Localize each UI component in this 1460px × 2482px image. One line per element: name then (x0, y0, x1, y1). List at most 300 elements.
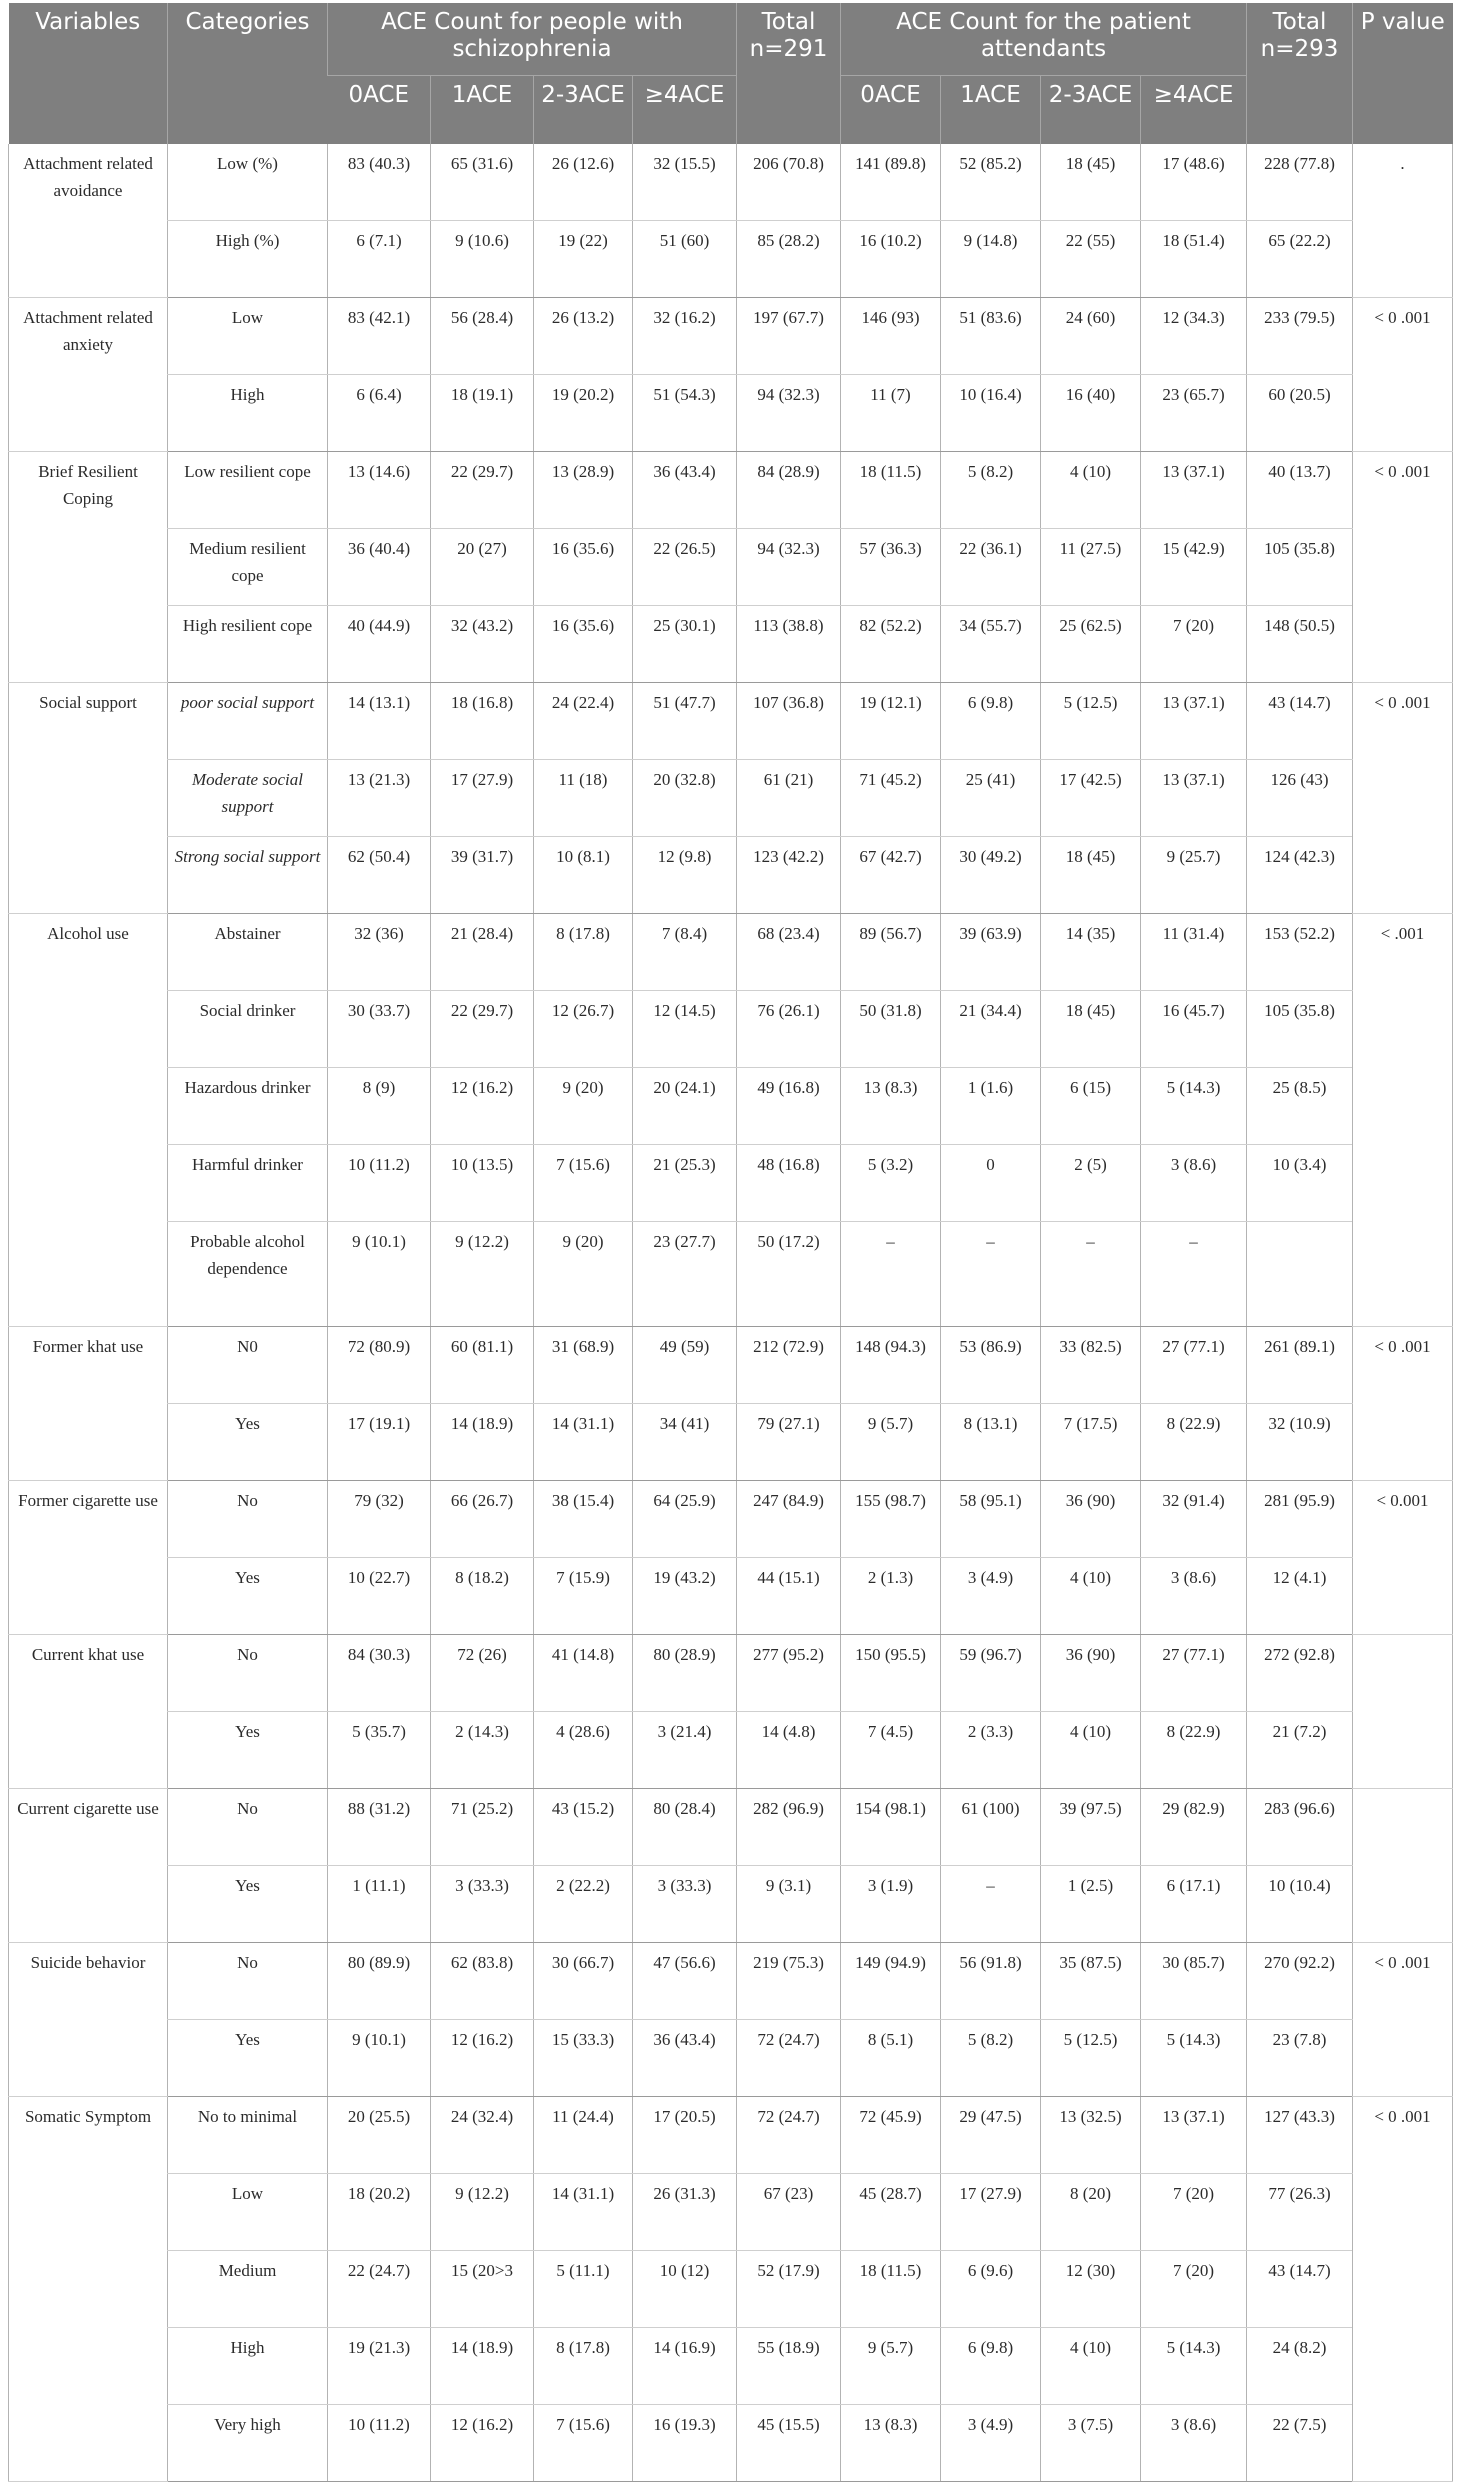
sub-header-1ace: 1ACE (431, 76, 534, 145)
value-cell: 17 (19.1) (328, 1404, 431, 1481)
value-cell: 53 (86.9) (941, 1327, 1041, 1404)
value-cell: 80 (89.9) (328, 1943, 431, 2020)
value-cell: 4 (10) (1041, 452, 1141, 529)
value-cell: 11 (31.4) (1141, 914, 1247, 991)
table-row (9, 2020, 1453, 2097)
value-cell: 15 (20>3 (431, 2251, 534, 2328)
value-cell: 31 (68.9) (534, 1327, 633, 1404)
value-cell: 19 (22) (534, 221, 633, 298)
value-cell: 51 (54.3) (633, 375, 737, 452)
value-cell: 17 (42.5) (1041, 760, 1141, 837)
value-cell: 29 (47.5) (941, 2097, 1041, 2174)
value-cell: 24 (60) (1041, 298, 1141, 375)
total-cell: 127 (43.3) (1247, 2097, 1353, 2174)
category-cell: Moderate social support (168, 760, 328, 837)
table-row (9, 375, 1453, 452)
value-cell: 67 (42.7) (841, 837, 941, 914)
value-cell: 16 (35.6) (534, 606, 633, 683)
value-cell: 6 (17.1) (1141, 1866, 1247, 1943)
total-cell: 113 (38.8) (737, 606, 841, 683)
value-cell: 12 (16.2) (431, 2020, 534, 2097)
total-cell: 72 (24.7) (737, 2020, 841, 2097)
value-cell: 72 (80.9) (328, 1327, 431, 1404)
value-cell: 149 (94.9) (841, 1943, 941, 2020)
total-cell: 124 (42.3) (1247, 837, 1353, 914)
value-cell: 24 (22.4) (534, 683, 633, 760)
value-cell: 21 (25.3) (633, 1145, 737, 1222)
category-cell: High resilient cope (168, 606, 328, 683)
value-cell: 30 (33.7) (328, 991, 431, 1068)
category-cell: Low (168, 298, 328, 375)
table-row (9, 529, 1453, 606)
category-cell: Low (168, 2174, 328, 2251)
value-cell: 13 (37.1) (1141, 2097, 1247, 2174)
value-cell: 72 (26) (431, 1635, 534, 1712)
total-cell: 65 (22.2) (1247, 221, 1353, 298)
value-cell: 16 (19.3) (633, 2405, 737, 2482)
value-cell: 10 (11.2) (328, 1145, 431, 1222)
table-row (9, 1222, 1453, 1327)
category-cell: Hazardous drinker (168, 1068, 328, 1145)
value-cell: 19 (21.3) (328, 2328, 431, 2405)
total-cell: 76 (26.1) (737, 991, 841, 1068)
value-cell: 6 (9.6) (941, 2251, 1041, 2328)
value-cell: 39 (63.9) (941, 914, 1041, 991)
value-cell: 20 (25.5) (328, 2097, 431, 2174)
value-cell: 51 (60) (633, 221, 737, 298)
value-cell: 146 (93) (841, 298, 941, 375)
value-cell: 14 (31.1) (534, 2174, 633, 2251)
value-cell: 64 (25.9) (633, 1481, 737, 1558)
value-cell: 3 (21.4) (633, 1712, 737, 1789)
value-cell: 18 (20.2) (328, 2174, 431, 2251)
value-cell: 32 (15.5) (633, 144, 737, 221)
value-cell: 8 (18.2) (431, 1558, 534, 1635)
variable-cell: Former khat use (9, 1327, 168, 1481)
category-cell: No (168, 1635, 328, 1712)
table-row (9, 1404, 1453, 1481)
total-cell: 272 (92.8) (1247, 1635, 1353, 1712)
total-cell: 197 (67.7) (737, 298, 841, 375)
value-cell: 5 (14.3) (1141, 2020, 1247, 2097)
value-cell: 8 (22.9) (1141, 1404, 1247, 1481)
value-cell: 14 (16.9) (633, 2328, 737, 2405)
variable-cell: Suicide behavior (9, 1943, 168, 2097)
value-cell: 5 (12.5) (1041, 683, 1141, 760)
variable-cell: Attachment related anxiety (9, 298, 168, 452)
value-cell: 9 (20) (534, 1068, 633, 1145)
value-cell: 30 (66.7) (534, 1943, 633, 2020)
value-cell: 25 (41) (941, 760, 1041, 837)
total-cell: 10 (3.4) (1247, 1145, 1353, 1222)
value-cell: 89 (56.7) (841, 914, 941, 991)
value-cell: 27 (77.1) (1141, 1327, 1247, 1404)
value-cell: 23 (27.7) (633, 1222, 737, 1327)
category-cell: No (168, 1943, 328, 2020)
value-cell: 22 (55) (1041, 221, 1141, 298)
value-cell: 62 (83.8) (431, 1943, 534, 2020)
value-cell: 32 (16.2) (633, 298, 737, 375)
value-cell: 10 (8.1) (534, 837, 633, 914)
table-row (9, 2097, 1453, 2174)
value-cell: 14 (18.9) (431, 2328, 534, 2405)
value-cell: 16 (10.2) (841, 221, 941, 298)
total-cell (1247, 1222, 1353, 1327)
total-cell: 12 (4.1) (1247, 1558, 1353, 1635)
value-cell: 9 (10.6) (431, 221, 534, 298)
value-cell: 141 (89.8) (841, 144, 941, 221)
total-cell: 281 (95.9) (1247, 1481, 1353, 1558)
total-cell: 277 (95.2) (737, 1635, 841, 1712)
total-cell: 79 (27.1) (737, 1404, 841, 1481)
value-cell: 16 (35.6) (534, 529, 633, 606)
value-cell: 33 (82.5) (1041, 1327, 1141, 1404)
total-cell: 105 (35.8) (1247, 529, 1353, 606)
table-row (9, 837, 1453, 914)
value-cell: 66 (26.7) (431, 1481, 534, 1558)
total-cell: 60 (20.5) (1247, 375, 1353, 452)
value-cell: 9 (5.7) (841, 1404, 941, 1481)
category-cell: Harmful drinker (168, 1145, 328, 1222)
value-cell: 50 (31.8) (841, 991, 941, 1068)
table-row (9, 760, 1453, 837)
value-cell: 5 (14.3) (1141, 2328, 1247, 2405)
value-cell: 7 (15.6) (534, 2405, 633, 2482)
value-cell: 13 (32.5) (1041, 2097, 1141, 2174)
value-cell: 13 (8.3) (841, 1068, 941, 1145)
table-body (9, 144, 1453, 2482)
variable-cell: Current khat use (9, 1635, 168, 1789)
value-cell: 13 (37.1) (1141, 683, 1247, 760)
p-value-cell: . (1353, 144, 1453, 298)
value-cell: 18 (45) (1041, 837, 1141, 914)
total-cell: 77 (26.3) (1247, 2174, 1353, 2251)
value-cell: 17 (20.5) (633, 2097, 737, 2174)
value-cell: 6 (7.1) (328, 221, 431, 298)
category-cell: Low resilient cope (168, 452, 328, 529)
value-cell: 51 (83.6) (941, 298, 1041, 375)
value-cell: – (1141, 1222, 1247, 1327)
value-cell: 23 (65.7) (1141, 375, 1247, 452)
value-cell: 9 (14.8) (941, 221, 1041, 298)
table-row (9, 221, 1453, 298)
value-cell: 11 (7) (841, 375, 941, 452)
value-cell: 15 (33.3) (534, 2020, 633, 2097)
total-cell: 107 (36.8) (737, 683, 841, 760)
p-value-cell: < 0 .001 (1353, 452, 1453, 683)
table-row (9, 914, 1453, 991)
total-cell: 55 (18.9) (737, 2328, 841, 2405)
value-cell: 3 (7.5) (1041, 2405, 1141, 2482)
value-cell: 13 (37.1) (1141, 452, 1247, 529)
value-cell: 18 (45) (1041, 991, 1141, 1068)
variable-cell: Current cigarette use (9, 1789, 168, 1943)
p-value-cell: < 0.001 (1353, 1481, 1453, 1635)
value-cell: 22 (26.5) (633, 529, 737, 606)
value-cell: 22 (29.7) (431, 991, 534, 1068)
p-value-cell: < 0 .001 (1353, 683, 1453, 914)
value-cell: 7 (15.9) (534, 1558, 633, 1635)
value-cell: 18 (51.4) (1141, 221, 1247, 298)
value-cell: 8 (9) (328, 1068, 431, 1145)
total-cell: 126 (43) (1247, 760, 1353, 837)
value-cell: 10 (13.5) (431, 1145, 534, 1222)
value-cell: 148 (94.3) (841, 1327, 941, 1404)
value-cell: 6 (6.4) (328, 375, 431, 452)
value-cell: 10 (11.2) (328, 2405, 431, 2482)
value-cell: 22 (29.7) (431, 452, 534, 529)
table-header (9, 3, 1453, 144)
value-cell: 8 (17.8) (534, 2328, 633, 2405)
value-cell: 11 (27.5) (1041, 529, 1141, 606)
value-cell: 13 (8.3) (841, 2405, 941, 2482)
value-cell: 12 (30) (1041, 2251, 1141, 2328)
total-cell: 32 (10.9) (1247, 1404, 1353, 1481)
col-header-categories: Categories (168, 3, 328, 144)
table-row (9, 1866, 1453, 1943)
value-cell: 3 (8.6) (1141, 1558, 1247, 1635)
value-cell: 15 (42.9) (1141, 529, 1247, 606)
value-cell: 60 (81.1) (431, 1327, 534, 1404)
sub-header-4plus-ace: ≥4ACE (1141, 76, 1247, 145)
value-cell: 32 (36) (328, 914, 431, 991)
table-row (9, 2405, 1453, 2482)
value-cell: 7 (20) (1141, 606, 1247, 683)
value-cell: 11 (24.4) (534, 2097, 633, 2174)
value-cell: 18 (16.8) (431, 683, 534, 760)
value-cell: 3 (4.9) (941, 2405, 1041, 2482)
table-row (9, 2328, 1453, 2405)
table-row (9, 1145, 1453, 1222)
variable-cell: Attachment related avoidance (9, 144, 168, 298)
value-cell: 51 (47.7) (633, 683, 737, 760)
variable-cell: Social support (9, 683, 168, 914)
value-cell: 43 (15.2) (534, 1789, 633, 1866)
variable-cell: Alcohol use (9, 914, 168, 1327)
value-cell: 12 (16.2) (431, 1068, 534, 1145)
value-cell: 12 (9.8) (633, 837, 737, 914)
value-cell: 24 (32.4) (431, 2097, 534, 2174)
sub-header-4plus-ace: ≥4ACE (633, 76, 737, 145)
value-cell: 26 (13.2) (534, 298, 633, 375)
total-cell: 148 (50.5) (1247, 606, 1353, 683)
total-cell: 153 (52.2) (1247, 914, 1353, 991)
value-cell: 84 (30.3) (328, 1635, 431, 1712)
value-cell: 0 (941, 1145, 1041, 1222)
value-cell: 9 (12.2) (431, 1222, 534, 1327)
value-cell: 12 (14.5) (633, 991, 737, 1068)
p-value-cell: < 0 .001 (1353, 2097, 1453, 2482)
value-cell: 7 (17.5) (1041, 1404, 1141, 1481)
value-cell: 18 (19.1) (431, 375, 534, 452)
value-cell: 7 (8.4) (633, 914, 737, 991)
total-cell: 233 (79.5) (1247, 298, 1353, 375)
total-cell: 212 (72.9) (737, 1327, 841, 1404)
sub-header-1ace: 1ACE (941, 76, 1041, 145)
table-row (9, 1327, 1453, 1404)
value-cell: 59 (96.7) (941, 1635, 1041, 1712)
value-cell: 14 (31.1) (534, 1404, 633, 1481)
value-cell: 38 (15.4) (534, 1481, 633, 1558)
value-cell: 8 (13.1) (941, 1404, 1041, 1481)
variable-cell: Brief Resilient Coping (9, 452, 168, 683)
value-cell: 1 (2.5) (1041, 1866, 1141, 1943)
category-cell: No (168, 1789, 328, 1866)
col-header-group-attendants: ACE Count for the patient attendants (841, 3, 1247, 76)
value-cell: 83 (40.3) (328, 144, 431, 221)
value-cell: 17 (27.9) (431, 760, 534, 837)
table-row (9, 1068, 1453, 1145)
total-cell: 67 (23) (737, 2174, 841, 2251)
value-cell: 3 (33.3) (633, 1866, 737, 1943)
value-cell: 80 (28.9) (633, 1635, 737, 1712)
value-cell: – (941, 1222, 1041, 1327)
value-cell: 5 (8.2) (941, 452, 1041, 529)
value-cell: 7 (4.5) (841, 1712, 941, 1789)
p-value-cell: < .001 (1353, 914, 1453, 1327)
p-value-cell: < 0 .001 (1353, 1943, 1453, 2097)
total-cell: 72 (24.7) (737, 2097, 841, 2174)
table-row (9, 1481, 1453, 1558)
category-cell: Yes (168, 1712, 328, 1789)
category-cell: Medium resilient cope (168, 529, 328, 606)
value-cell: – (941, 1866, 1041, 1943)
value-cell: 21 (34.4) (941, 991, 1041, 1068)
total-cell: 261 (89.1) (1247, 1327, 1353, 1404)
value-cell: 52 (85.2) (941, 144, 1041, 221)
value-cell: 9 (12.2) (431, 2174, 534, 2251)
table-row (9, 298, 1453, 375)
value-cell: 12 (26.7) (534, 991, 633, 1068)
sub-header-2-3ace: 2-3ACE (1041, 76, 1141, 145)
value-cell: 18 (45) (1041, 144, 1141, 221)
ace-table (8, 3, 1453, 2482)
total-cell: 94 (32.3) (737, 375, 841, 452)
value-cell: 3 (4.9) (941, 1558, 1041, 1635)
value-cell: 8 (17.8) (534, 914, 633, 991)
category-cell: Strong social support (168, 837, 328, 914)
value-cell: 71 (45.2) (841, 760, 941, 837)
table-row (9, 991, 1453, 1068)
value-cell: 56 (91.8) (941, 1943, 1041, 2020)
category-cell: Yes (168, 2020, 328, 2097)
table-row (9, 1635, 1453, 1712)
value-cell: 36 (40.4) (328, 529, 431, 606)
value-cell: 12 (16.2) (431, 2405, 534, 2482)
value-cell: 13 (28.9) (534, 452, 633, 529)
value-cell: 36 (43.4) (633, 2020, 737, 2097)
value-cell: 45 (28.7) (841, 2174, 941, 2251)
total-cell: 49 (16.8) (737, 1068, 841, 1145)
total-cell: 84 (28.9) (737, 452, 841, 529)
value-cell: 27 (77.1) (1141, 1635, 1247, 1712)
total-cell: 21 (7.2) (1247, 1712, 1353, 1789)
value-cell: 9 (10.1) (328, 1222, 431, 1327)
value-cell: 4 (10) (1041, 1712, 1141, 1789)
category-cell: High (168, 2328, 328, 2405)
total-cell: 123 (42.2) (737, 837, 841, 914)
value-cell: 47 (56.6) (633, 1943, 737, 2020)
value-cell: 36 (90) (1041, 1635, 1141, 1712)
value-cell: 18 (11.5) (841, 2251, 941, 2328)
category-cell: No to minimal (168, 2097, 328, 2174)
value-cell: 20 (32.8) (633, 760, 737, 837)
value-cell: 12 (34.3) (1141, 298, 1247, 375)
total-cell: 43 (14.7) (1247, 2251, 1353, 2328)
value-cell: 9 (5.7) (841, 2328, 941, 2405)
table-row (9, 1712, 1453, 1789)
value-cell: 26 (31.3) (633, 2174, 737, 2251)
category-cell: No (168, 1481, 328, 1558)
value-cell: 26 (12.6) (534, 144, 633, 221)
sub-header-0ace: 0ACE (841, 76, 941, 145)
value-cell: 13 (14.6) (328, 452, 431, 529)
table-row (9, 683, 1453, 760)
value-cell: 34 (41) (633, 1404, 737, 1481)
value-cell: 2 (5) (1041, 1145, 1141, 1222)
total-cell: 52 (17.9) (737, 2251, 841, 2328)
value-cell: 39 (31.7) (431, 837, 534, 914)
value-cell: 83 (42.1) (328, 298, 431, 375)
table-row (9, 452, 1453, 529)
value-cell: 7 (15.6) (534, 1145, 633, 1222)
category-cell: Yes (168, 1558, 328, 1635)
p-value-cell: < 0 .001 (1353, 1327, 1453, 1481)
total-cell: 206 (70.8) (737, 144, 841, 221)
col-header-total-1: Total n=291 (737, 3, 841, 144)
category-cell: Very high (168, 2405, 328, 2482)
total-cell: 68 (23.4) (737, 914, 841, 991)
value-cell: 82 (52.2) (841, 606, 941, 683)
value-cell: 6 (15) (1041, 1068, 1141, 1145)
value-cell: 16 (45.7) (1141, 991, 1247, 1068)
variable-cell: Somatic Symptom (9, 2097, 168, 2482)
table-row (9, 1943, 1453, 2020)
value-cell: 1 (11.1) (328, 1866, 431, 1943)
value-cell: 72 (45.9) (841, 2097, 941, 2174)
total-cell: 219 (75.3) (737, 1943, 841, 2020)
value-cell: 3 (33.3) (431, 1866, 534, 1943)
col-header-total-2: Total n=293 (1247, 3, 1353, 144)
total-cell: 270 (92.2) (1247, 1943, 1353, 2020)
p-value-cell (1353, 1789, 1453, 1943)
sub-header-2-3ace: 2-3ACE (534, 76, 633, 145)
value-cell: 41 (14.8) (534, 1635, 633, 1712)
value-cell: 21 (28.4) (431, 914, 534, 991)
value-cell: 150 (95.5) (841, 1635, 941, 1712)
value-cell: 10 (16.4) (941, 375, 1041, 452)
value-cell: 30 (49.2) (941, 837, 1041, 914)
table-row (9, 2174, 1453, 2251)
value-cell: 5 (8.2) (941, 2020, 1041, 2097)
value-cell: 2 (3.3) (941, 1712, 1041, 1789)
total-cell: 247 (84.9) (737, 1481, 841, 1558)
value-cell: 36 (90) (1041, 1481, 1141, 1558)
value-cell: 3 (1.9) (841, 1866, 941, 1943)
value-cell: 2 (14.3) (431, 1712, 534, 1789)
total-cell: 50 (17.2) (737, 1222, 841, 1327)
value-cell: 25 (30.1) (633, 606, 737, 683)
table-row (9, 2251, 1453, 2328)
value-cell: 18 (11.5) (841, 452, 941, 529)
total-cell: 25 (8.5) (1247, 1068, 1353, 1145)
value-cell: 16 (40) (1041, 375, 1141, 452)
value-cell: 8 (20) (1041, 2174, 1141, 2251)
value-cell: 19 (12.1) (841, 683, 941, 760)
value-cell: 80 (28.4) (633, 1789, 737, 1866)
total-cell: 14 (4.8) (737, 1712, 841, 1789)
value-cell: 17 (48.6) (1141, 144, 1247, 221)
